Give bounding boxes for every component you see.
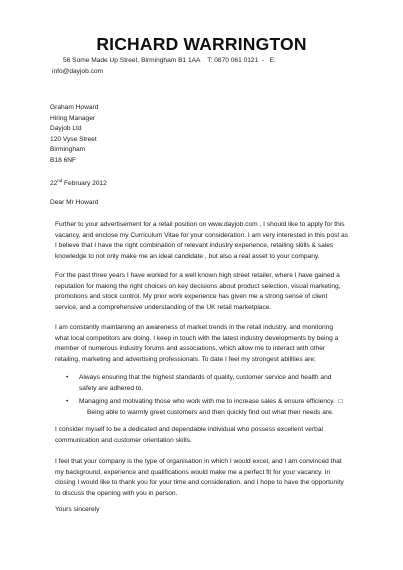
paragraph-line: to discuss the opening with you in person. xyxy=(55,489,178,497)
paragraph-line: I consider myself to be a dedicated and dependable individual who possess excellent verbal xyxy=(55,426,323,433)
paragraph-experience xyxy=(55,271,367,313)
date-month-year: February 2012 xyxy=(62,180,107,187)
list-item xyxy=(66,373,379,394)
date-day: 22 xyxy=(50,180,58,187)
paragraph-line: vacancy, and enclose my Curriculum Vitae for your consideration. I am very interested in this post as xyxy=(55,231,348,239)
letter-date xyxy=(50,178,107,187)
paragraph-line: my background, experience and qualifications would make me a perfect fit for your vacancy. In xyxy=(55,468,331,476)
paragraph-line: member of numerous industry forums and associations, which allow me to interact with other xyxy=(55,345,326,353)
contact-line-email: info@dayjob.com xyxy=(52,67,104,75)
paragraph-line: I believe that I have the right combination of relevant industry experience, retailing skills & sales xyxy=(55,242,334,250)
paragraph-line: I am constantly maintaining an awareness of market trends in the retail industry, and monitoring xyxy=(55,324,334,331)
list-item-line: Always ensuring that the highest standards of quality, customer service and health and xyxy=(79,374,332,381)
paragraph-closing xyxy=(55,457,367,499)
paragraph-line: knowledge to not only make me an ideal candidate , but also a real asset to your company. xyxy=(55,252,320,260)
salutation: Dear Mr Howard xyxy=(50,199,99,206)
paragraph-line: what local competitors are doing. I keep in touch with the latest industry developments by being a xyxy=(55,334,339,342)
paragraph-line: service, and a comprehensive understanding of the UK retail marketplace. xyxy=(55,303,272,311)
list-item-line: Managing and motivating those who work with me to increase sales & ensure efficiency. □ xyxy=(79,398,343,406)
recipient-line: Birmingham xyxy=(50,146,86,154)
recipient-line: Graham Howard xyxy=(50,104,99,111)
bullet-icon: • xyxy=(66,374,69,381)
paragraph-line: For the past three years I have worked for a well known high street retailer, where I have gained a xyxy=(55,272,340,279)
list-item xyxy=(66,397,379,418)
paragraph-dedication xyxy=(55,425,367,446)
recipient-line: 120 Vyse Street xyxy=(50,135,97,143)
abilities-list xyxy=(66,373,379,421)
paragraph-line: promotions and stock control. My prior work experience has given me a strong sense of client xyxy=(55,293,328,301)
contact-line-address: 56 Some Made Up Street, Birmingham B1 1AA T: 0870 061 0121 - E: xyxy=(63,57,276,64)
paragraph-line: retailing, marketing and advertising professionals. To date I feel my strongest abilities are; xyxy=(55,355,316,363)
bullet-icon: • xyxy=(66,398,69,406)
paragraph-line: Further to your advertisement for a retail position on www.dayjob.com , I should like to apply for this xyxy=(55,221,345,228)
recipient-line: B18 6NF xyxy=(50,156,77,164)
recipient-address xyxy=(50,103,250,167)
contact-details xyxy=(52,56,372,77)
recipient-line: Hiring Manager xyxy=(50,114,96,122)
paragraph-line: closing I would like to thank you for your time and consideration, and I hope to have the opportunity xyxy=(55,479,344,487)
list-item-subline: Being able to warmly greet customers and then quickly find out what their needs are. xyxy=(87,408,334,416)
sign-off: Yours sincerely xyxy=(55,506,100,513)
applicant-name: RICHARD WARRINGTON xyxy=(96,34,307,54)
paragraph-line: reputation for making the right choices on key decisions about product selection, visual marketing, xyxy=(55,282,341,290)
paragraph-awareness xyxy=(55,323,367,365)
date-suffix: nd xyxy=(57,178,63,183)
paragraph-line: communication and customer orientation skills. xyxy=(55,436,192,444)
list-item-line: safety are adhered to. xyxy=(79,384,144,392)
recipient-line: Dayjob Ltd xyxy=(50,125,82,133)
paragraph-intro xyxy=(55,220,367,262)
paragraph-line: I feel that your company is the type of organisation in which I would excel, and I am convinced that xyxy=(55,458,342,465)
